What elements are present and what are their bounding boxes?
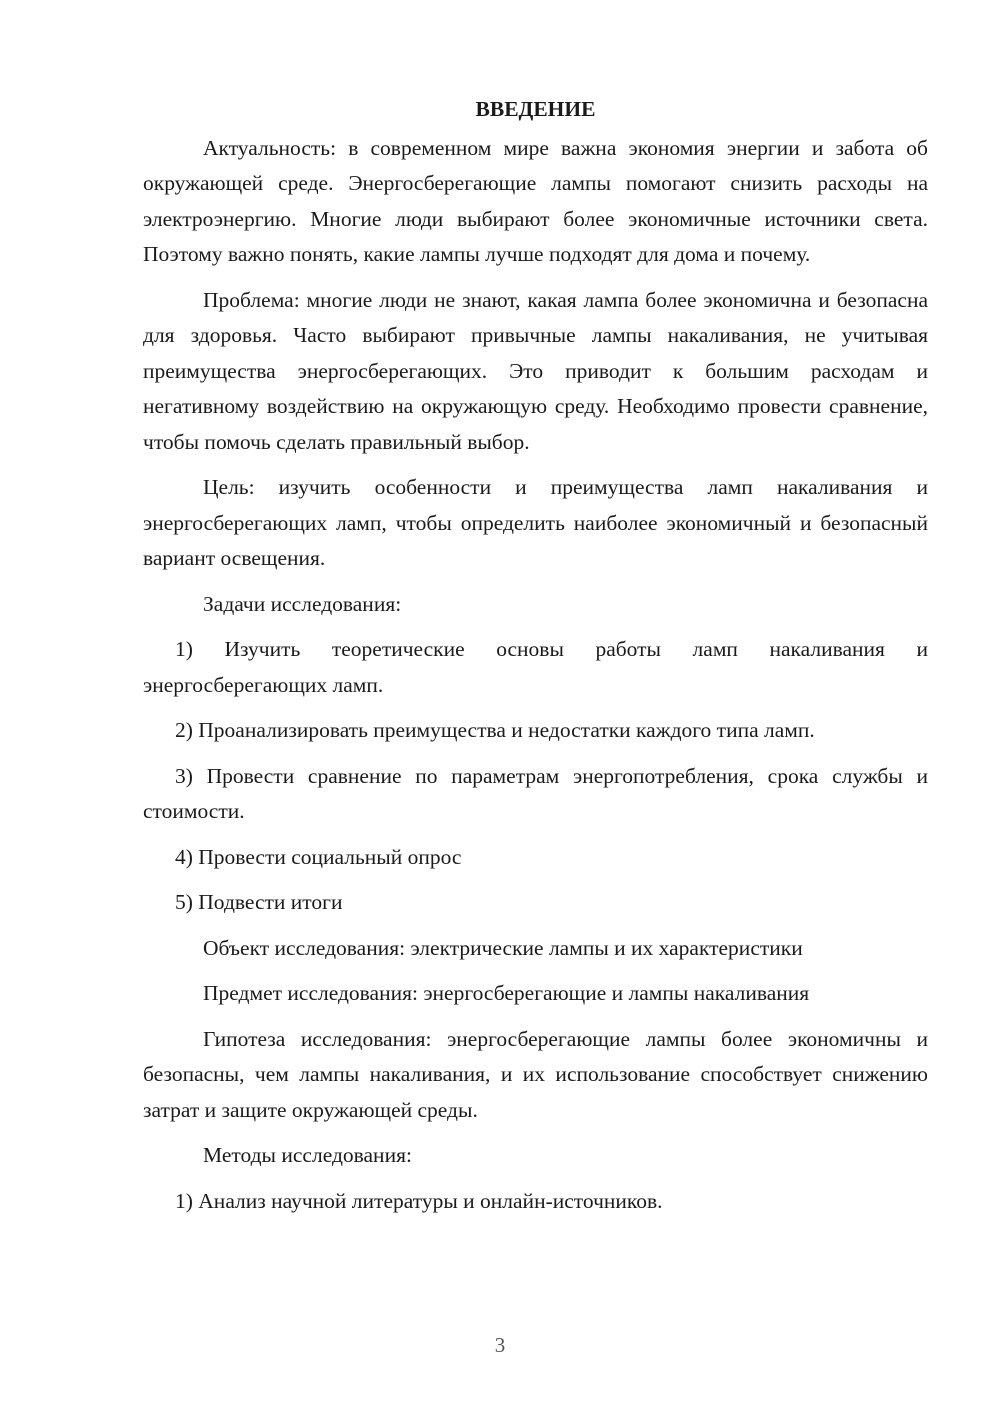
task-item-4: 4) Провести социальный опрос <box>175 844 462 869</box>
task-item-2: 2) Проанализировать преимущества и недостатки каждого типа ламп. <box>175 718 815 742</box>
paragraph-subject: Предмет исследования: энергосберегающие и лампы накаливания <box>203 981 810 1005</box>
methods-heading: Методы исследования: <box>203 1143 412 1167</box>
task-item-1: 1) Изучить теоретические основы работы ламп накаливания и энергосберегающих ламп. <box>143 637 928 697</box>
page-title: ВВЕДЕНИЕ <box>475 97 596 121</box>
paragraph-object: Объект исследования: электрические лампы и их характеристики <box>203 935 803 960</box>
method-item-1: 1) Анализ научной литературы и онлайн-источников. <box>175 1188 663 1213</box>
paragraph-hypothesis: Гипотеза исследования: энергосберегающие лампы более экономичны и безопасны, чем лампы накаливания, и их использование способствует снижению затрат и защите окружающей среды. <box>143 1026 928 1122</box>
paragraph-goal: Цель: изучить особенности и преимущества ламп накаливания и энергосберегающих ламп, чтобы определить наиболее экономичный и безопасный вариант освещения. <box>143 475 928 570</box>
tasks-heading: Задачи исследования: <box>203 591 402 616</box>
task-item-5: 5) Подвести итоги <box>175 890 343 914</box>
paragraph-problem: Проблема: многие люди не знают, какая лампа более экономична и безопасна для здоровья. Часто выбирают привычные лампы накаливания, не учитывая преимущества энергосберегающих. Это приводит к большим расходам и негативному воздействию на окружающую среду. Необходимо провести сравнение, чтобы помочь сделать правильный выбор. <box>143 287 928 454</box>
page-number: 3 <box>494 1333 506 1357</box>
document-page <box>143 92 928 1229</box>
paragraph-relevance: Актуальность: в современном мире важна экономия энергии и забота об окружающей среде. Энергосберегающие лампы помогают снизить расходы на электроэнергию. Многие люди выбирают более экономичные источники света. Поэтому важно понять, какие лампы лучше подходят для дома и почему. <box>143 135 928 266</box>
task-item-3: 3) Провести сравнение по параметрам энергопотребления, срока службы и стоимости. <box>143 763 928 823</box>
